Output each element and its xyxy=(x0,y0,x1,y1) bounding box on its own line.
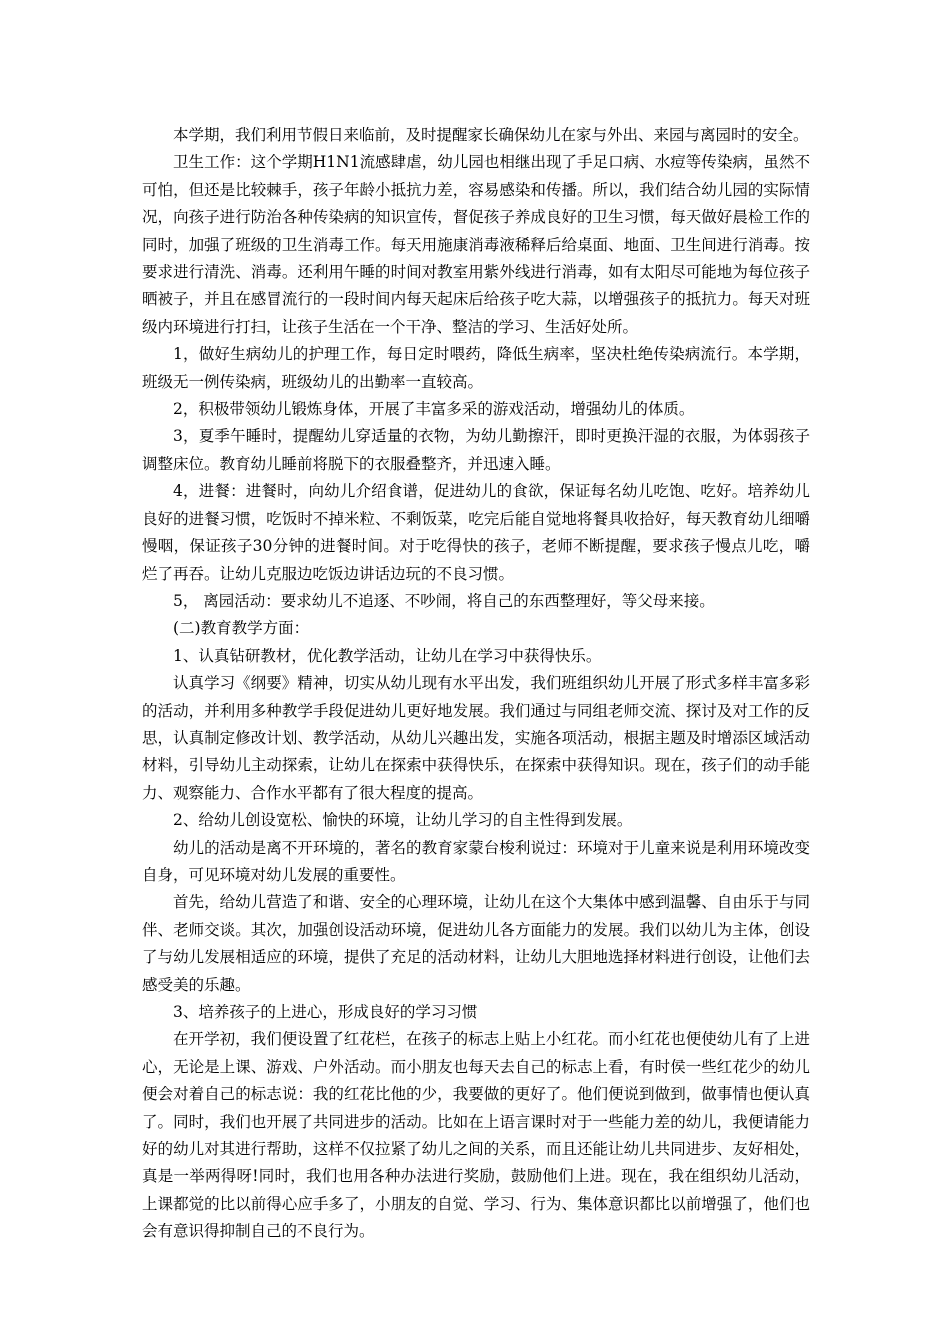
paragraph-item-4-meals: 4，进餐：进餐时，向幼儿介绍食谱，促进幼儿的食欲，保证每名幼儿吃饱、吃好。培养幼儿良好的进餐习惯，吃饭时不掉米粒、不剩饭菜，吃完后能自觉地将餐具收拾好，每天教育幼儿细嚼慢咽，保证孩子30分钟的进餐时间。对于吃得快的孩子，老师不断提醒，要求孩子慢点儿吃，嚼烂了再吞。让幼儿克服边吃饭边讲话边玩的不良习惯。 xyxy=(142,482,810,583)
subheading-1-teaching: 1、认真钻研教材，优化教学活动，让幼儿在学习中获得快乐。 xyxy=(173,646,602,665)
subheading-2-environment: 2、给幼儿创设宽松、愉快的环境，让幼儿学习的自主性得到发展。 xyxy=(173,811,633,830)
paragraph-hygiene: 卫生工作：这个学期H1N1流感肆虐，幼儿园也相继出现了手足口病、水痘等传染病，虽然不可怕，但还是比较棘手，孩子年龄小抵抗力差，容易感染和传播。所以，我们结合幼儿园的实际情况，向孩子进行防治各种传染病的知识宣传，督促孩子养成良好的卫生习惯，每天做好晨检工作的同时，加强了班级的卫生消毒工作。每天用施康消毒液稀释后给桌面、地面、卫生间进行消毒。按要求进行清洗、消毒。还利用午睡的时间对教室用紫外线进行消毒，如有太阳尽可能地为每位孩子晒被子，并且在感冒流行的一段时间内每天起床后给孩子吃大蒜，以增强孩子的抵抗力。每天对班级内环境进行打扫，让孩子生活在一个干净、整洁的学习、生活好处所。 xyxy=(142,153,810,336)
paragraph-safety: 本学期，我们利用节假日来临前，及时提醒家长确保幼儿在家与外出、来园与离园时的安全。 xyxy=(173,126,809,144)
paragraph-item-5-leaving: 5， 离园活动：要求幼儿不追逐、不吵闹，将自己的东西整理好，等父母来接。 xyxy=(173,591,715,610)
paragraph-environment-importance: 幼儿的活动是离不开环境的，著名的教育家蒙台梭利说过：环境对于儿童来说是利用环境改变自身，可见环境对幼儿发展的重要性。 xyxy=(142,838,810,884)
subheading-3-motivation: 3、培养孩子的上进心，形成良好的学习习惯 xyxy=(173,1003,478,1021)
paragraph-teaching: 认真学习《纲要》精神，切实从幼儿现有水平出发，我们班组织幼儿开展了形式多样丰富多彩的活动，并利用多种教学手段促进幼儿更好地发展。我们通过与同组老师交流、探讨及对工作的反思，认真制定修改计划、教学活动，从幼儿兴趣出发，实施各项活动，根据主题及时增添区域活动材料，引导幼儿主动探索，让幼儿在探索中获得快乐，在探索中获得知识。现在，孩子们的动手能力、观察能力、合作水平都有了很大程度的提高。 xyxy=(142,674,810,802)
section-heading-education: (二)教育教学方面： xyxy=(173,619,310,638)
paragraph-item-1-sick-care: 1，做好生病幼儿的护理工作，每日定时喂药，降低生病率，坚决杜绝传染病流行。本学期，班级无一例传染病，班级幼儿的出勤率一直较高。 xyxy=(142,345,810,391)
paragraph-red-flowers: 在开学初，我们便设置了红花栏，在孩子的标志上贴上小红花。而小红花也便使幼儿有了上进心，无论是上课、游戏、户外活动。而小朋友也每天去自己的标志上看，有时侯一些红花少的幼儿便会对着自己的标志说：我的红花比他的少，我要做的更好了。他们便说到做到，做事情也便认真了。同时，我们也开展了共同进步的活动。比如在上语言课时对于一些能力差的幼儿，我便请能力好的幼儿对其进行帮助，这样不仅拉紧了幼儿之间的关系，而且还能让幼儿共同进步、友好相处，真是一举两得呀!同时，我们也用各种办法进行奖励，鼓励他们上进。现在，我在组织幼儿活动，上课都觉的比以前得心应手多了，小朋友的自觉、学习、行为、集体意识都比以前增强了，他们也会有意识得抑制自己的不良行为。 xyxy=(142,1030,810,1241)
document-body xyxy=(142,122,810,1246)
paragraph-environment-creation: 首先，给幼儿营造了和谐、安全的心理环境，让幼儿在这个大集体中感到温馨、自由乐于与同伴、老师交谈。其次，加强创设活动环境，促进幼儿各方面能力的发展。我们以幼儿为主体，创设了与幼儿发展相适应的环境，提供了充足的活动材料，让幼儿大胆地选择材料进行创设，让他们去感受美的乐趣。 xyxy=(142,893,810,994)
paragraph-item-3-nap: 3，夏季午睡时，提醒幼儿穿适量的衣物，为幼儿勤擦汗，即时更换汗湿的衣服，为体弱孩子调整床位。教育幼儿睡前将脱下的衣服叠整齐，并迅速入睡。 xyxy=(142,427,810,473)
paragraph-item-2-exercise: 2，积极带领幼儿锻炼身体，开展了丰富多采的游戏活动，增强幼儿的体质。 xyxy=(173,400,695,419)
